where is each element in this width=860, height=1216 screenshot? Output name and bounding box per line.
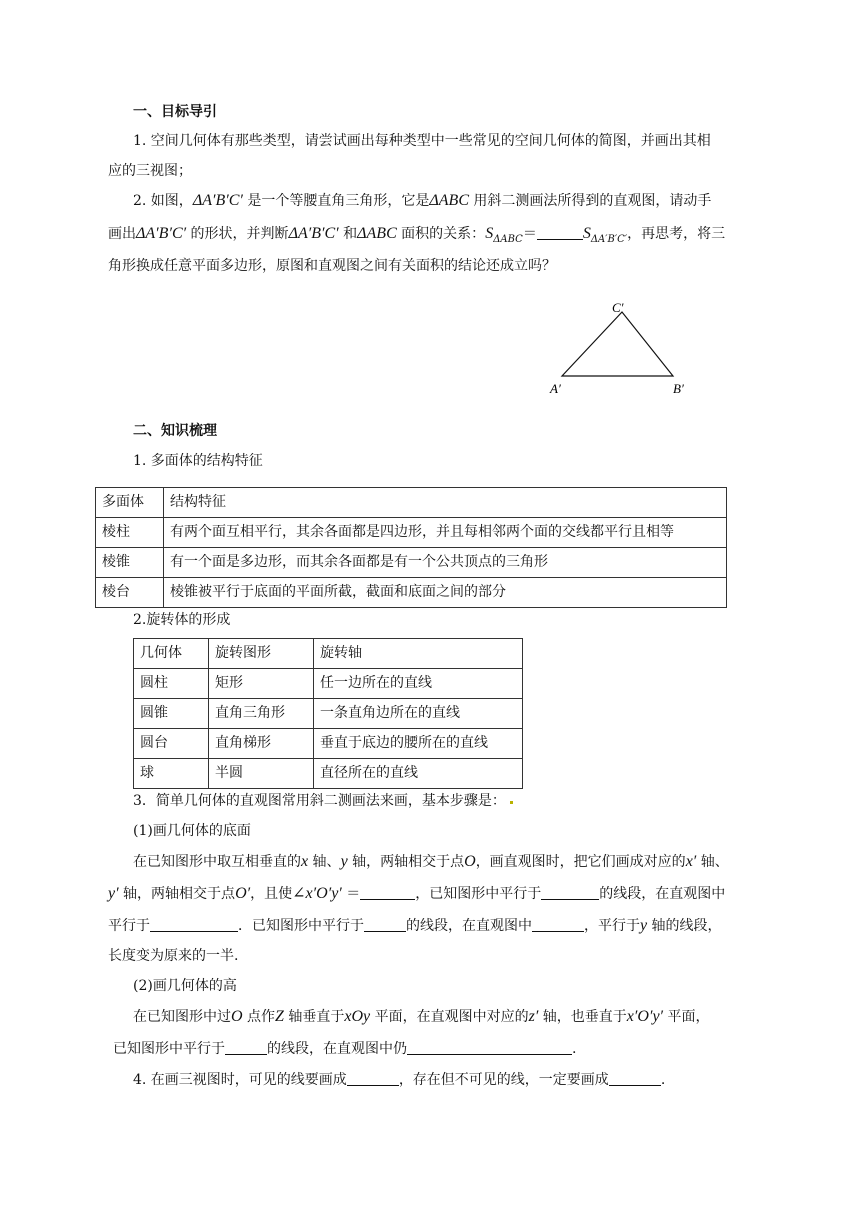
step2-title: (2)画几何体的高 [133, 978, 237, 994]
math-var: y′ [108, 885, 119, 902]
table-cell: 直角梯形 [209, 729, 314, 759]
table-row [134, 669, 523, 699]
table-cell: 直角三角形 [209, 699, 314, 729]
answer-blank[interactable] [541, 883, 599, 900]
text: 点作 [242, 1009, 276, 1025]
triangle-label: ΔABC [357, 225, 397, 242]
answer-blank[interactable] [360, 883, 415, 900]
item2-line1 [133, 190, 711, 212]
triangle-figure [540, 296, 700, 400]
math-var: z′ [528, 1008, 539, 1025]
table-header-cell: 旋转轴 [314, 639, 523, 669]
table-header-cell: 旋转图形 [209, 639, 314, 669]
math-var: y [340, 853, 348, 870]
text: 4. 在画三视图时，可见的线要画成 [133, 1072, 347, 1088]
triangle-label: ΔABC [429, 192, 469, 209]
answer-blank[interactable] [609, 1069, 661, 1086]
math-var: x′ [685, 853, 697, 870]
subsection3-title [133, 790, 513, 812]
table-cell: 一条直角边所在的直线 [314, 699, 523, 729]
step2-para-line2 [113, 1038, 576, 1060]
text: 平面，在直观图中对应的 [370, 1009, 529, 1025]
text: ，画直观图时，把它们画成对应的 [475, 854, 686, 870]
table-cell: 圆锥 [134, 699, 209, 729]
text: 在已知图形中取互相垂直的 [133, 854, 301, 870]
math-var: y [640, 917, 648, 934]
decorative-dot [510, 801, 513, 804]
math-var: O′ [235, 885, 251, 902]
table-row [96, 518, 727, 548]
text: 的线段，在直观图中 [599, 886, 726, 902]
table-cell: 直径所在的直线 [314, 759, 523, 789]
text: 的形状，并判断 [186, 226, 289, 242]
text: 画出 [108, 226, 136, 242]
table-header-cell: 几何体 [134, 639, 209, 669]
area-subscript: ΔA′B′C′ [590, 234, 628, 245]
table-cell: 半圆 [209, 759, 314, 789]
equals-sign: ＝ [522, 226, 537, 242]
item2-line3: 角形换成任意平面多边形，原图和直观图之间有关面积的结论还成立吗？ [108, 258, 556, 274]
table-row [134, 699, 523, 729]
text: ，已知图形中平行于 [415, 886, 542, 902]
answer-blank[interactable] [364, 915, 406, 932]
math-var: x [301, 853, 309, 870]
area-symbol: S [582, 225, 591, 242]
vertex-label-a: A′ [550, 381, 561, 396]
table-cell: 圆台 [134, 729, 209, 759]
text: 平面， [663, 1009, 710, 1025]
answer-blank[interactable] [150, 915, 238, 932]
table-cell: 矩形 [209, 669, 314, 699]
text: 3．简单几何体的直观图常用斜二测画法来画，基本步骤是： [133, 793, 506, 809]
table-row [96, 548, 727, 578]
step2-para-line1 [133, 1006, 710, 1028]
item4-line [133, 1069, 665, 1091]
text: ，且使 [250, 886, 293, 902]
subsection2-title: 2.旋转体的形成 [133, 612, 231, 628]
math-var: xOy [344, 1008, 371, 1025]
triangle-label: ΔA′B′C′ [192, 192, 243, 209]
table-header-row [96, 488, 727, 518]
text: ，再思考，将三 [627, 226, 726, 242]
table-cell: 圆柱 [134, 669, 209, 699]
section1-title: 一、目标导引 [133, 104, 217, 120]
text: ．已知图形中平行于 [238, 918, 364, 934]
table-cell: 垂直于底边的腰所在的直线 [314, 729, 523, 759]
text: ＝ [341, 886, 361, 902]
table-cell: 棱柱 [96, 518, 164, 548]
table-header-cell: 多面体 [96, 488, 164, 518]
answer-blank[interactable] [532, 915, 584, 932]
text: 面积的关系： [396, 226, 486, 242]
table-cell: 球 [134, 759, 209, 789]
text: 轴、 [696, 854, 729, 870]
text: 和 [338, 226, 358, 242]
table-cell: 有一个面是多边形，而其余各面都是有一个公共顶点的三角形 [164, 548, 727, 578]
text: 轴，两轴相交于点 [118, 886, 236, 902]
answer-blank[interactable] [225, 1038, 267, 1055]
text: 是一个等腰直角三角形，它是 [242, 193, 430, 209]
text: 轴的线段， [647, 918, 722, 934]
step1-para-line3 [108, 915, 722, 937]
item2-line2 [108, 223, 725, 251]
table-cell: 棱台 [96, 578, 164, 608]
item1-line2: 应的三视图； [108, 163, 192, 179]
math-var: O [464, 853, 476, 870]
revolution-table [133, 638, 523, 789]
step1-para-line2 [108, 883, 725, 905]
math-expr: ∠x′O′y′ [292, 885, 342, 902]
text: 已知图形中平行于 [113, 1041, 225, 1057]
math-var: Z [275, 1008, 284, 1025]
table-cell: 任一边所在的直线 [314, 669, 523, 699]
text: 用斜二测画法所得到的直观图，请动手 [468, 193, 712, 209]
text: ，存在但不可见的线，一定要画成 [398, 1072, 609, 1088]
step1-title: (1)画几何体的底面 [133, 823, 251, 839]
area-subscript: ΔABC [493, 234, 523, 245]
polyhedron-table [95, 487, 727, 608]
triangle-label: ΔA′B′C′ [288, 225, 339, 242]
item1-line1: 1. 空间几何体有那些类型，请尝试画出每种类型中一些常见的空间几何体的简图，并画出其相 [133, 133, 711, 149]
answer-blank[interactable] [347, 1069, 399, 1086]
text: 平行于 [108, 918, 150, 934]
text: 轴垂直于 [283, 1009, 345, 1025]
table-header-cell: 结构特征 [164, 488, 727, 518]
text: ，平行于 [584, 918, 640, 934]
answer-blank[interactable] [537, 225, 583, 240]
table-row [96, 578, 727, 608]
step1-para-line4: 长度变为原来的一半. [108, 948, 239, 964]
table-cell: 有两个面互相平行，其余各面都是四边形，并且每相邻两个面的交线都平行且相等 [164, 518, 727, 548]
triangle-shape [562, 312, 673, 376]
vertex-label-c: C′ [612, 300, 624, 315]
text: 在已知图形中过 [133, 1009, 231, 1025]
table-header-row [134, 639, 523, 669]
subsection1-title: 1. 多面体的结构特征 [133, 453, 263, 469]
math-var: O [231, 1008, 243, 1025]
text: 的线段，在直观图中仍 [267, 1041, 407, 1057]
step1-para-line1 [133, 851, 729, 873]
table-row [134, 729, 523, 759]
text: 轴，也垂直于 [538, 1009, 627, 1025]
table-cell: 棱锥 [96, 548, 164, 578]
table-row [134, 759, 523, 789]
text: 2. 如图， [133, 193, 193, 209]
text: . [660, 1072, 666, 1088]
table-cell: 棱锥被平行于底面的平面所截，截面和底面之间的部分 [164, 578, 727, 608]
text: 轴，两轴相交于点 [347, 854, 465, 870]
math-expr: x′O′y′ [626, 1008, 664, 1025]
triangle-label: ΔA′B′C′ [136, 225, 187, 242]
answer-blank[interactable] [407, 1038, 572, 1055]
section2-title: 二、知识梳理 [133, 423, 217, 439]
text: 轴、 [308, 854, 341, 870]
text: 的线段，在直观图中 [406, 918, 532, 934]
area-symbol: S [485, 225, 494, 242]
vertex-label-b: B′ [673, 381, 684, 396]
text: . [572, 1041, 577, 1057]
